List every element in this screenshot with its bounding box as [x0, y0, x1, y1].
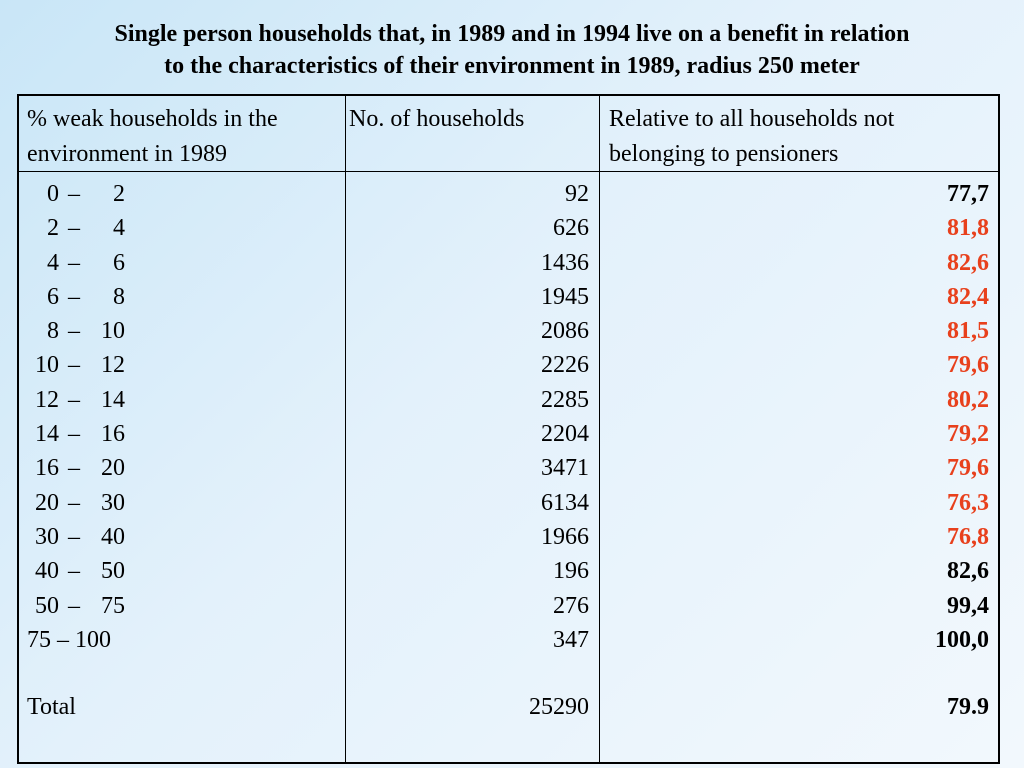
- relative-cell: 100,0: [935, 626, 989, 653]
- range-dash: –: [68, 592, 80, 619]
- range-lo: 6: [47, 283, 59, 310]
- range-hi: 6: [113, 249, 125, 276]
- range-hi: 30: [101, 489, 125, 516]
- relative-cell: 99,4: [947, 592, 989, 619]
- range-hi: 4: [113, 215, 125, 242]
- range-hi: 100: [75, 626, 111, 653]
- range-dash: –: [68, 181, 80, 207]
- range-lo: 14: [35, 421, 59, 448]
- relative-cell: 81,8: [947, 215, 989, 242]
- households-cell: 1436: [541, 249, 589, 276]
- relative-cell: 77,7: [947, 181, 989, 207]
- data-table: [17, 94, 1000, 764]
- range-dash: –: [68, 523, 80, 550]
- households-cell: 3471: [541, 455, 589, 482]
- title-line-1: Single person households that, in 1989 and in 1994 live on a benefit in relation: [114, 21, 910, 47]
- range-dash: –: [68, 352, 80, 379]
- range-hi: 40: [101, 523, 125, 550]
- relative-cell: 76,3: [947, 489, 989, 516]
- range-cell: [27, 211, 342, 245]
- households-cell: 2285: [541, 386, 589, 413]
- header-relative: Relative to all households not belonging to pensioners: [609, 106, 895, 167]
- relative-cell: 79,6: [947, 352, 989, 379]
- range-hi: 14: [101, 386, 125, 413]
- range-lo: 0: [47, 181, 59, 207]
- range-hi: 2: [113, 181, 125, 207]
- range-cell: [27, 314, 342, 348]
- households-cell: 2204: [541, 421, 589, 448]
- total-households: 25290: [529, 694, 589, 720]
- header-no-of-households: No. of households: [349, 106, 525, 132]
- range-cell: [27, 246, 342, 280]
- relative-cell: 81,5: [947, 318, 989, 345]
- households-cell: 2086: [541, 318, 589, 345]
- range-lo: 75: [27, 626, 51, 653]
- range-cell: [27, 589, 342, 623]
- range-cell: [27, 383, 342, 417]
- range-lo: 4: [47, 249, 59, 276]
- households-cell: 1945: [541, 283, 589, 310]
- range-cell: [27, 623, 342, 657]
- range-lo: 20: [35, 489, 59, 516]
- range-lo: 40: [35, 558, 59, 585]
- households-cell: 276: [553, 592, 589, 619]
- range-dash: –: [68, 421, 80, 448]
- range-cell: [27, 417, 342, 451]
- range-dash: –: [68, 318, 80, 345]
- range-lo: 2: [47, 215, 59, 242]
- range-lo: 50: [35, 592, 59, 619]
- range-hi: 75: [101, 592, 125, 619]
- total-label: Total: [27, 694, 76, 720]
- relative-cell: 82,6: [947, 249, 989, 276]
- relative-cell: 79,2: [947, 421, 989, 448]
- households-cell: 347: [553, 626, 589, 653]
- households-cell: 2226: [541, 352, 589, 379]
- relative-cell: 80,2: [947, 386, 989, 413]
- range-dash: –: [68, 558, 80, 585]
- households-cell: 6134: [541, 489, 589, 516]
- header-weak-households: % weak households in the environment in 1989: [27, 106, 278, 167]
- column-divider-1: [345, 96, 346, 762]
- range-cell: [27, 486, 342, 520]
- relative-cell: 79,6: [947, 455, 989, 482]
- range-lo: 30: [35, 523, 59, 550]
- range-hi: 20: [101, 455, 125, 482]
- households-cell: 1966: [541, 523, 589, 550]
- relative-cell: 76,8: [947, 523, 989, 550]
- range-cell: [27, 348, 342, 382]
- range-lo: 16: [35, 455, 59, 482]
- range-cell: [27, 520, 342, 554]
- relative-cell: 82,6: [947, 558, 989, 585]
- range-dash: –: [51, 626, 75, 653]
- range-dash: –: [68, 386, 80, 413]
- range-hi: 50: [101, 558, 125, 585]
- households-cell: 92: [565, 181, 589, 207]
- range-dash: –: [68, 489, 80, 516]
- page-title: [0, 18, 1024, 82]
- households-column: [349, 177, 589, 657]
- range-dash: –: [68, 249, 80, 276]
- range-dash: –: [68, 455, 80, 482]
- households-cell: 626: [553, 215, 589, 242]
- relative-column: [609, 177, 989, 657]
- range-cell: [27, 554, 342, 588]
- title-line-2: to the characteristics of their environment in 1989, radius 250 meter: [164, 53, 860, 79]
- range-cell: [27, 177, 342, 211]
- range-column: [27, 177, 342, 657]
- households-cell: 196: [553, 558, 589, 585]
- range-lo: 8: [47, 318, 59, 345]
- range-lo: 10: [35, 352, 59, 379]
- range-cell: [27, 451, 342, 485]
- column-divider-2: [599, 96, 600, 762]
- total-relative: 79.9: [947, 694, 989, 720]
- range-hi: 10: [101, 318, 125, 345]
- relative-cell: 82,4: [947, 283, 989, 310]
- range-hi: 16: [101, 421, 125, 448]
- range-dash: –: [68, 215, 80, 242]
- range-lo: 12: [35, 386, 59, 413]
- range-dash: –: [68, 283, 80, 310]
- range-hi: 8: [113, 283, 125, 310]
- range-hi: 12: [101, 352, 125, 379]
- range-cell: [27, 280, 342, 314]
